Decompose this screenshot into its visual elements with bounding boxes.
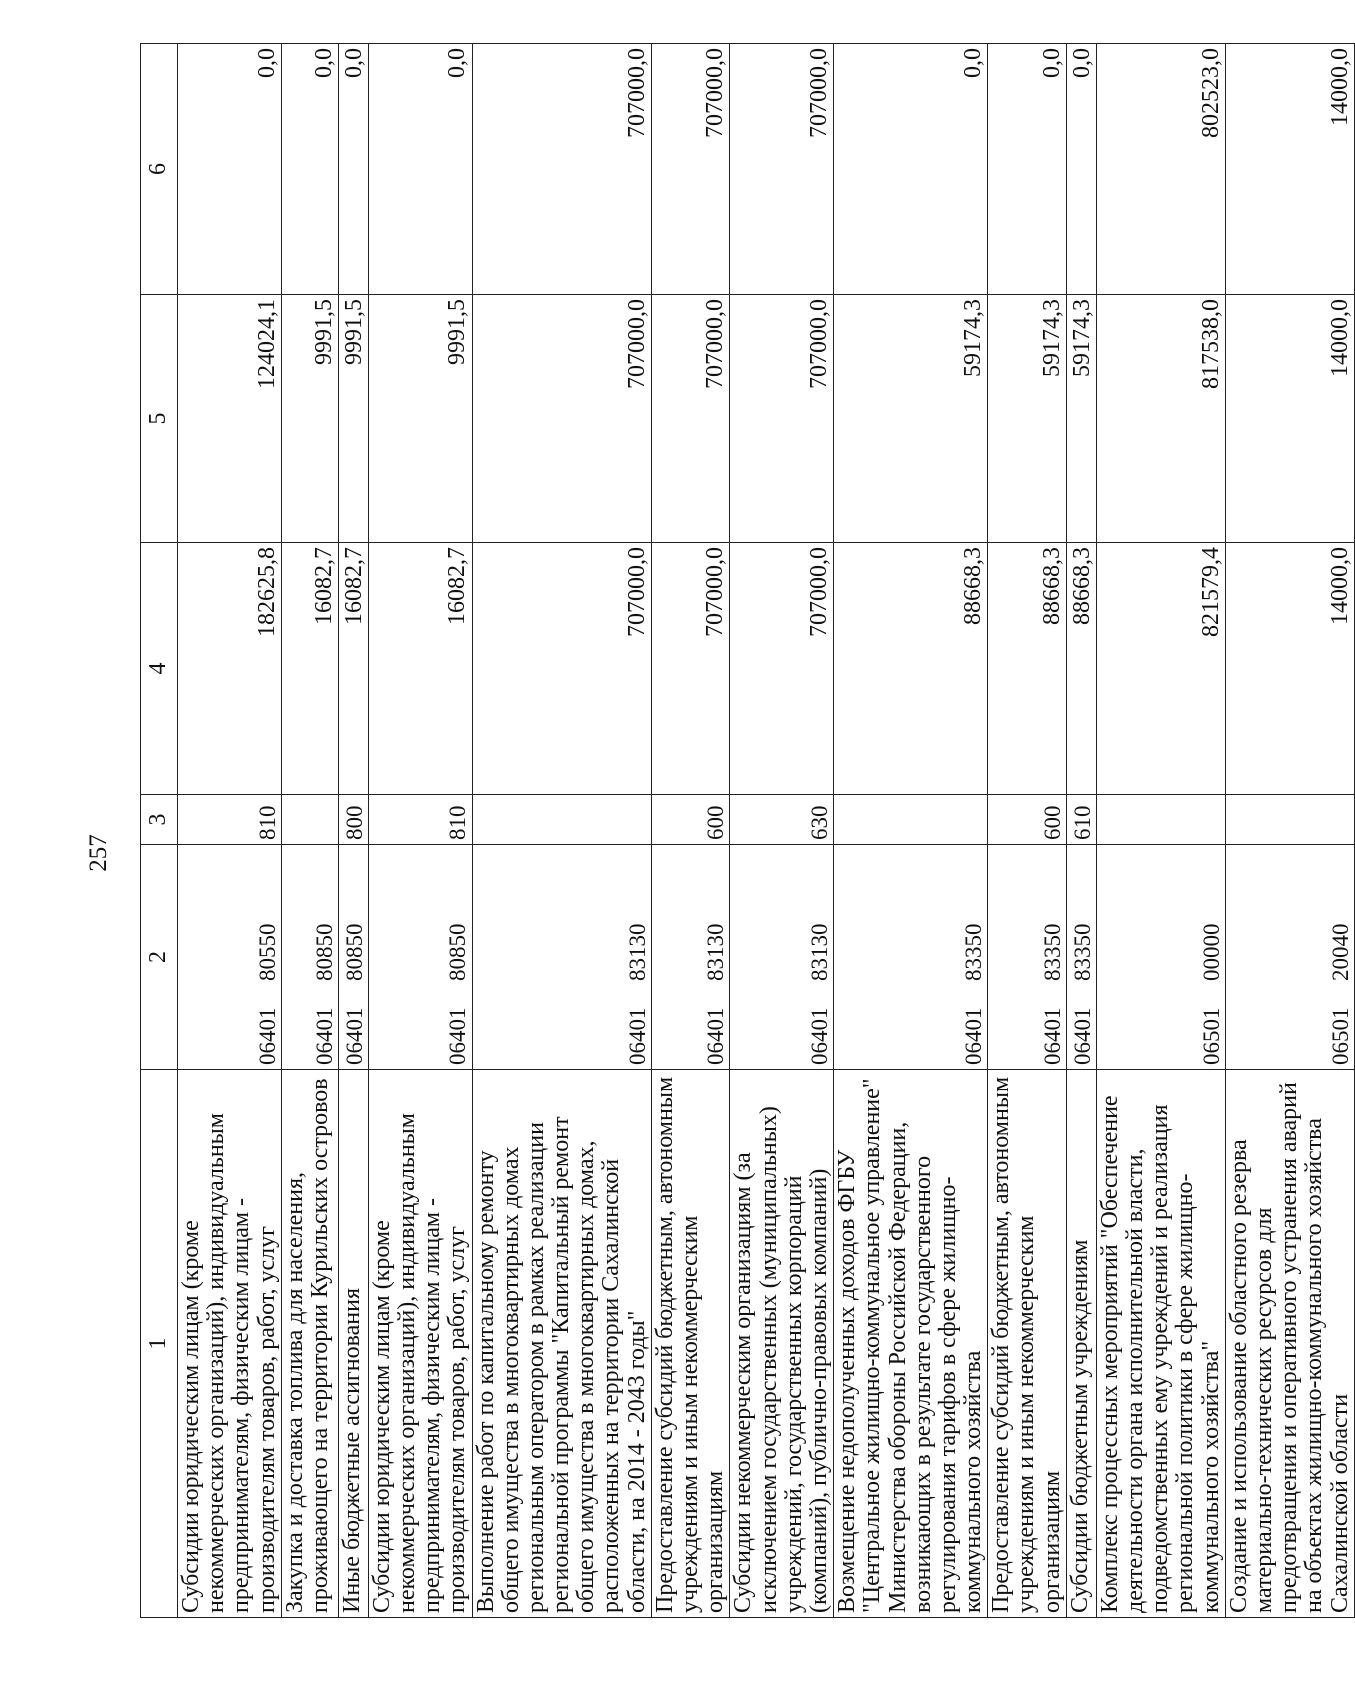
direction-code: 80550 [254, 923, 280, 981]
direction-code: 83350 [1039, 923, 1065, 981]
header-cell-4: 4 [141, 543, 178, 795]
amount-col-4: 88668,3 [1066, 543, 1096, 795]
amount-col-6: 14000,0 [1225, 44, 1354, 295]
row-code [988, 845, 1067, 1070]
expense-type-code: 810 [178, 795, 282, 845]
amount-col-4: 88668,3 [834, 543, 988, 795]
table-row [368, 44, 472, 1618]
row-name: Субсидии юридическим лицам (кроме некоммерческих организаций), индивидуальным предпринимателям, физическим лицам - производителям товаров, работ, услуг [368, 1070, 472, 1618]
expense-type-code: 610 [1066, 795, 1096, 845]
direction-code: 20040 [1327, 923, 1353, 981]
amount-col-5: 707000,0 [730, 295, 834, 543]
amount-col-4: 707000,0 [472, 543, 651, 795]
row-code [651, 845, 730, 1070]
amount-col-4: 821579,4 [1096, 543, 1225, 795]
row-name: Возмещение недополученных доходов ФГБУ "Центральное жилищно-коммунальное управление" Министерства обороны Российской Федерации, возникающих в результате государственного регулирования тарифов в сфере жилищно-коммунального хозяйства [834, 1070, 988, 1618]
program-code: 06401 [445, 1007, 471, 1065]
direction-code: 80850 [445, 923, 471, 981]
amount-col-4: 182625,8 [178, 543, 282, 795]
amount-col-6: 0,0 [834, 44, 988, 295]
header-cell-1: 1 [141, 1070, 178, 1618]
program-code: 06401 [624, 1007, 650, 1065]
amount-col-5: 817538,0 [1096, 295, 1225, 543]
expense-type-code [1096, 795, 1225, 845]
amount-col-5: 59174,3 [988, 295, 1067, 543]
program-code: 06401 [806, 1007, 832, 1065]
table-header-row [141, 44, 178, 1618]
table-row [730, 44, 834, 1618]
row-name: Предоставление субсидий бюджетным, автономным учреждениям и иным некоммерческим организациям [651, 1070, 730, 1618]
program-code: 06401 [703, 1007, 729, 1065]
expense-type-code: 810 [368, 795, 472, 845]
expense-type-code [834, 795, 988, 845]
amount-col-6: 0,0 [338, 44, 368, 295]
program-code: 06501 [1198, 1007, 1224, 1065]
header-cell-6: 6 [141, 44, 178, 295]
row-code [472, 845, 651, 1070]
amount-col-6: 707000,0 [472, 44, 651, 295]
direction-code: 83350 [1069, 923, 1095, 981]
row-code [1096, 845, 1225, 1070]
amount-col-6: 802523,0 [1096, 44, 1225, 295]
row-name: Субсидии бюджетным учреждениям [1066, 1070, 1096, 1618]
row-name: Комплекс процессных мероприятий "Обеспечение деятельности органа исполнительной власти, подведомственных ему учреждений и реализация региональной политики в сфере жилищно-коммунального хозяйства" [1096, 1070, 1225, 1618]
row-code [834, 845, 988, 1070]
table-row [338, 44, 368, 1618]
table-row [178, 44, 282, 1618]
row-name: Субсидии некоммерческим организациям (за исключением государственных (муниципальных) учреждений, государственных корпораций (компаний), публично-правовых компаний) [730, 1070, 834, 1618]
direction-code: 80850 [341, 923, 367, 981]
row-code [730, 845, 834, 1070]
amount-col-4: 16082,7 [281, 543, 338, 795]
program-code: 06401 [254, 1007, 280, 1065]
expense-type-code: 600 [651, 795, 730, 845]
expense-type-code: 630 [730, 795, 834, 845]
direction-code: 83130 [703, 923, 729, 981]
header-cell-2: 2 [141, 845, 178, 1070]
row-code [368, 845, 472, 1070]
row-name: Предоставление субсидий бюджетным, автономным учреждениям и иным некоммерческим организациям [988, 1070, 1067, 1618]
header-cell-3: 3 [141, 795, 178, 845]
amount-col-5: 707000,0 [651, 295, 730, 543]
amount-col-5: 9991,5 [368, 295, 472, 543]
table-row [1066, 44, 1096, 1618]
row-name: Создание и использование областного резерва материально-технических ресурсов для предотвращения и оперативного устранения аварий на объектах жилищно-коммунального хозяйства Сахалинской области [1225, 1070, 1354, 1618]
program-code: 06401 [1069, 1007, 1095, 1065]
row-code [1225, 845, 1354, 1070]
amount-col-5: 14000,0 [1225, 295, 1354, 543]
table-row [1096, 44, 1225, 1618]
amount-col-5: 59174,3 [834, 295, 988, 543]
table-row [472, 44, 651, 1618]
amount-col-5: 124024,1 [178, 295, 282, 543]
amount-col-6: 0,0 [178, 44, 282, 295]
amount-col-6: 0,0 [1066, 44, 1096, 295]
direction-code: 00000 [1198, 923, 1224, 981]
amount-col-5: 707000,0 [472, 295, 651, 543]
row-code [178, 845, 282, 1070]
amount-col-4: 16082,7 [368, 543, 472, 795]
table-row [651, 44, 730, 1618]
row-code [1066, 845, 1096, 1070]
expense-type-code [1225, 795, 1354, 845]
direction-code: 83130 [624, 923, 650, 981]
page-number: 257 [85, 834, 112, 872]
amount-col-5: 59174,3 [1066, 295, 1096, 543]
amount-col-6: 0,0 [368, 44, 472, 295]
direction-code: 83350 [961, 923, 987, 981]
amount-col-6: 707000,0 [651, 44, 730, 295]
program-code: 06401 [341, 1007, 367, 1065]
table-row [281, 44, 338, 1618]
amount-col-4: 16082,7 [338, 543, 368, 795]
direction-code: 80850 [311, 923, 337, 981]
row-name: Субсидии юридическим лицам (кроме некоммерческих организаций), индивидуальным предпринимателям, физическим лицам - производителям товаров, работ, услуг [178, 1070, 282, 1618]
program-code: 06401 [961, 1007, 987, 1065]
program-code: 06401 [1039, 1007, 1065, 1065]
expense-type-code: 600 [988, 795, 1067, 845]
budget-table [140, 43, 1355, 1618]
program-code: 06401 [311, 1007, 337, 1065]
row-code [338, 845, 368, 1070]
row-name: Закупка и доставка топлива для населения, проживающего на территории Курильских островов [281, 1070, 338, 1618]
amount-col-5: 9991,5 [338, 295, 368, 543]
amount-col-4: 707000,0 [651, 543, 730, 795]
table-row [834, 44, 988, 1618]
table-row [988, 44, 1067, 1618]
expense-type-code: 800 [338, 795, 368, 845]
amount-col-6: 0,0 [988, 44, 1067, 295]
header-cell-5: 5 [141, 295, 178, 543]
program-code: 06501 [1327, 1007, 1353, 1065]
row-code [281, 845, 338, 1070]
row-name: Выполнение работ по капитальному ремонту общего имущества в многоквартирных домах региональным оператором в рамках реализации региональной программы "Капитальный ремонт общего имущества в многоквартирных домах, расположенных на территории Сахалинской области, на 2014 - 2043 годы" [472, 1070, 651, 1618]
direction-code: 83130 [806, 923, 832, 981]
amount-col-6: 707000,0 [730, 44, 834, 295]
amount-col-5: 9991,5 [281, 295, 338, 543]
row-name: Иные бюджетные ассигнования [338, 1070, 368, 1618]
amount-col-6: 0,0 [281, 44, 338, 295]
table-row [1225, 44, 1354, 1618]
amount-col-4: 14000,0 [1225, 543, 1354, 795]
amount-col-4: 88668,3 [988, 543, 1067, 795]
expense-type-code [472, 795, 651, 845]
expense-type-code [281, 795, 338, 845]
amount-col-4: 707000,0 [730, 543, 834, 795]
